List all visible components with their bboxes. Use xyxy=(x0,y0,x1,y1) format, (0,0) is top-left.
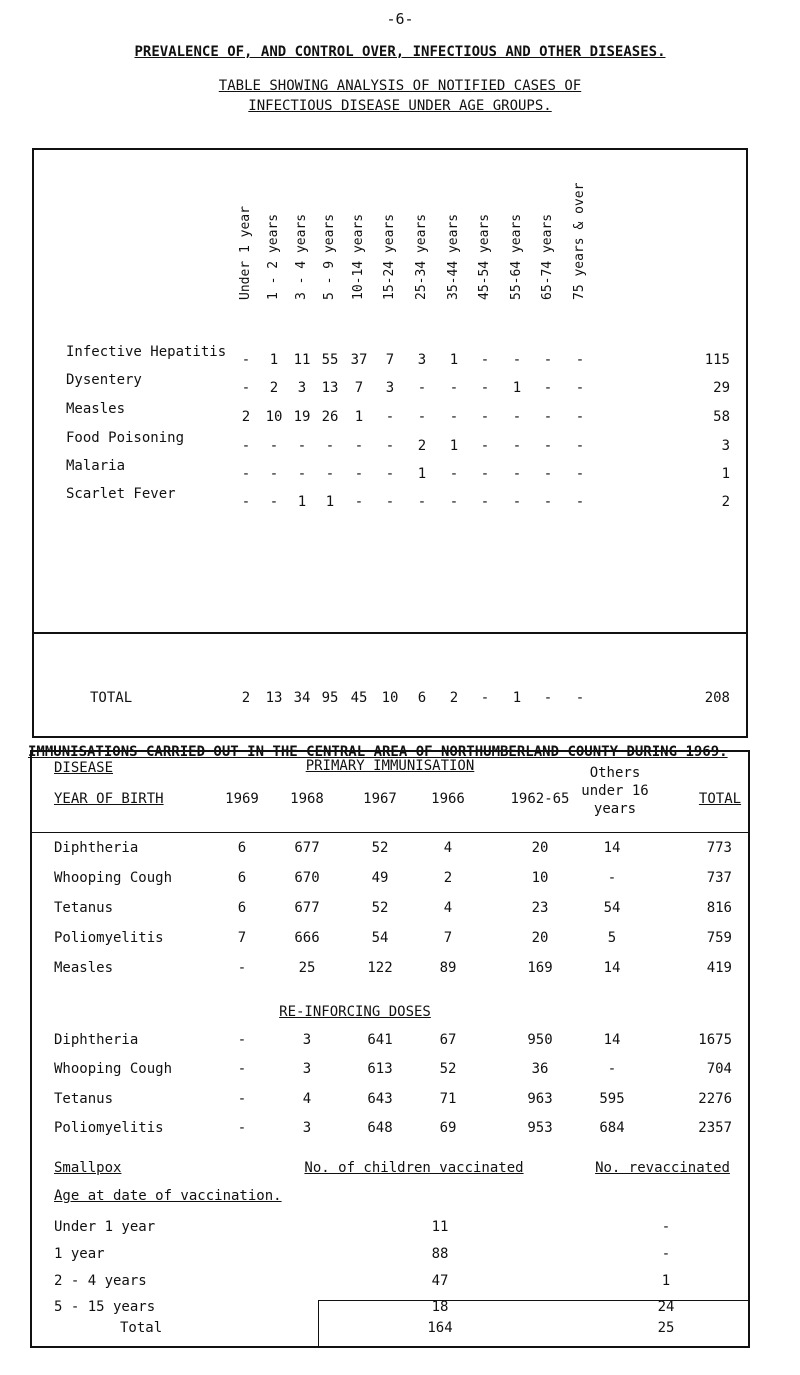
disease-label: Whooping Cough xyxy=(54,870,173,886)
vaccinated-count: 47 xyxy=(431,1273,449,1289)
immunisation-count: 10 xyxy=(531,870,549,886)
year-header: 1969 xyxy=(225,791,259,807)
row-total: 3 xyxy=(721,438,730,454)
age-group-count: - xyxy=(543,352,553,368)
age-group-count: 13 xyxy=(321,380,339,396)
immunisation-count: 89 xyxy=(439,960,457,976)
total-count: - xyxy=(543,690,553,706)
age-group-count: - xyxy=(512,466,522,482)
age-group-header: 55-64 years xyxy=(509,213,524,300)
immunisation-count: 169 xyxy=(527,960,553,976)
total-count: 34 xyxy=(293,690,311,706)
row-total: 816 xyxy=(706,900,732,916)
immunisation-count: 14 xyxy=(603,960,621,976)
immunisation-count: 5 xyxy=(607,930,617,946)
total-count: 2 xyxy=(449,690,459,706)
age-group-count: 1 xyxy=(297,494,307,510)
age-group-count: - xyxy=(543,466,553,482)
age-group-count: - xyxy=(241,380,251,396)
immunisation-count: 36 xyxy=(531,1061,549,1077)
row-total: 737 xyxy=(706,870,732,886)
table1-left-border xyxy=(32,148,34,738)
age-group-count: - xyxy=(512,409,522,425)
table2-bottom-border xyxy=(30,1346,750,1348)
row-total: 2357 xyxy=(698,1120,732,1136)
immunisation-count: 52 xyxy=(371,900,389,916)
total-count: 6 xyxy=(417,690,427,706)
immunisation-count: 54 xyxy=(603,900,621,916)
disease-label: Food Poisoning xyxy=(66,430,185,446)
immunisation-count: 71 xyxy=(439,1091,457,1107)
age-group-header: 45-54 years xyxy=(477,213,492,300)
age-group-header: 1 - 2 years xyxy=(266,213,281,300)
immunisation-count: 613 xyxy=(367,1061,393,1077)
age-group-header: Under 1 year xyxy=(238,206,253,300)
main-title: PREVALENCE OF, AND CONTROL OVER, INFECTIOUS AND OTHER DISEASES. xyxy=(134,44,666,60)
age-group-count: - xyxy=(449,494,459,510)
immunisation-count: - xyxy=(237,960,247,976)
age-group-count: - xyxy=(575,409,585,425)
immunisation-count: 52 xyxy=(371,840,389,856)
disease-label: Malaria xyxy=(66,458,126,474)
smallpox-age-label: 2 - 4 years xyxy=(54,1273,147,1289)
page-number: -6- xyxy=(386,10,414,28)
age-group-count: 55 xyxy=(321,352,339,368)
age-group-count: - xyxy=(297,438,307,454)
table1-bottom-border xyxy=(32,736,748,738)
table2-left-border xyxy=(30,750,32,1348)
age-group-count: 11 xyxy=(293,352,311,368)
immunisation-count: 122 xyxy=(367,960,393,976)
immunisation-count: 6 xyxy=(237,840,247,856)
disease-label: Dysentery xyxy=(66,372,142,388)
table2-right-border xyxy=(748,750,750,1348)
immunisation-count: 684 xyxy=(599,1120,625,1136)
smallpox-age-label: 1 year xyxy=(54,1246,105,1262)
age-group-count: 3 xyxy=(297,380,307,396)
age-group-count: 1 xyxy=(269,352,279,368)
immunisation-count: 3 xyxy=(302,1032,312,1048)
immunisation-count: - xyxy=(237,1091,247,1107)
age-group-count: - xyxy=(297,466,307,482)
immunisation-count: 677 xyxy=(294,900,320,916)
immunisation-count: 677 xyxy=(294,840,320,856)
others-header: years xyxy=(593,801,637,817)
row-total: 29 xyxy=(713,380,730,396)
immunisation-count: 67 xyxy=(439,1032,457,1048)
table1-top-border xyxy=(32,148,748,150)
row-total: 2276 xyxy=(698,1091,732,1107)
vaccinated-header: No. of children vaccinated xyxy=(304,1160,524,1176)
total-count: 13 xyxy=(265,690,283,706)
age-group-count: - xyxy=(385,466,395,482)
immunisation-count: 595 xyxy=(599,1091,625,1107)
disease-label: Diphtheria xyxy=(54,840,139,856)
age-group-count: - xyxy=(543,409,553,425)
age-group-count: 3 xyxy=(385,380,395,396)
age-group-count: 19 xyxy=(293,409,311,425)
table1-title-line2: INFECTIOUS DISEASE UNDER AGE GROUPS. xyxy=(248,98,552,114)
age-group-count: 2 xyxy=(417,438,427,454)
age-group-count: - xyxy=(417,494,427,510)
vaccinated-total: 164 xyxy=(427,1320,453,1336)
age-group-header: 5 - 9 years xyxy=(322,213,337,300)
age-group-count: - xyxy=(449,409,459,425)
age-group-count: - xyxy=(354,438,364,454)
age-group-count: - xyxy=(449,466,459,482)
revaccinated-count: 1 xyxy=(661,1273,671,1289)
total-count: 10 xyxy=(381,690,399,706)
age-group-count: 3 xyxy=(417,352,427,368)
vaccinated-count: 18 xyxy=(431,1299,449,1315)
immunisation-count: - xyxy=(237,1032,247,1048)
immunisation-count: 641 xyxy=(367,1032,393,1048)
immunisation-count: - xyxy=(607,1061,617,1077)
year-header: 1966 xyxy=(431,791,465,807)
row-total: 115 xyxy=(704,352,730,368)
age-group-header: 15-24 years xyxy=(382,213,397,300)
disease-label: Measles xyxy=(54,960,114,976)
immunisation-count: 54 xyxy=(371,930,389,946)
vaccinated-count: 88 xyxy=(431,1246,449,1262)
primary-immunisation-header: PRIMARY IMMUNISATION xyxy=(305,758,475,774)
immunisation-count: 20 xyxy=(531,930,549,946)
age-group-count: - xyxy=(480,438,490,454)
disease-label: Scarlet Fever xyxy=(66,486,176,502)
age-at-vaccination-label: Age at date of vaccination. xyxy=(54,1188,282,1204)
immunisation-count: 20 xyxy=(531,840,549,856)
age-group-header: 3 - 4 years xyxy=(294,213,309,300)
disease-label: Poliomyelitis xyxy=(54,1120,164,1136)
immunisation-count: 6 xyxy=(237,870,247,886)
grand-total: 208 xyxy=(704,690,730,706)
age-group-count: 7 xyxy=(385,352,395,368)
age-group-header: 10-14 years xyxy=(351,213,366,300)
age-group-header: 35-44 years xyxy=(446,213,461,300)
row-total: 704 xyxy=(706,1061,732,1077)
age-group-count: 7 xyxy=(354,380,364,396)
table2-title: IMMUNISATIONS CARRIED OUT IN THE CENTRAL AREA OF NORTHUMBERLAND COUNTY DURING 1969. xyxy=(28,744,728,760)
age-group-count: - xyxy=(241,352,251,368)
disease-label: Diphtheria xyxy=(54,1032,139,1048)
age-group-count: - xyxy=(449,380,459,396)
table2-header-divider xyxy=(30,832,750,833)
total-count: 45 xyxy=(350,690,368,706)
disease-label: Poliomyelitis xyxy=(54,930,164,946)
age-group-count: - xyxy=(575,438,585,454)
age-group-header: 25-34 years xyxy=(414,213,429,300)
age-group-count: - xyxy=(512,438,522,454)
row-total: 759 xyxy=(706,930,732,946)
row-total: 1675 xyxy=(698,1032,732,1048)
immunisation-count: 648 xyxy=(367,1120,393,1136)
age-group-count: - xyxy=(385,409,395,425)
age-group-count: - xyxy=(269,438,279,454)
table1-total-divider xyxy=(32,632,748,634)
smallpox-label: Smallpox xyxy=(54,1160,122,1176)
total-count: - xyxy=(480,690,490,706)
year-header: 1968 xyxy=(290,791,324,807)
year-of-birth-header: YEAR OF BIRTH xyxy=(54,791,164,807)
immunisation-count: 7 xyxy=(237,930,247,946)
age-group-count: - xyxy=(543,438,553,454)
age-group-count: 1 xyxy=(354,409,364,425)
age-group-count: - xyxy=(543,494,553,510)
age-group-count: - xyxy=(269,494,279,510)
immunisation-count: 953 xyxy=(527,1120,553,1136)
immunisation-count: 6 xyxy=(237,900,247,916)
age-group-count: - xyxy=(385,438,395,454)
immunisation-count: 52 xyxy=(439,1061,457,1077)
age-group-count: 2 xyxy=(269,380,279,396)
immunisation-count: 963 xyxy=(527,1091,553,1107)
revaccinated-total: 25 xyxy=(657,1320,675,1336)
age-group-count: - xyxy=(480,466,490,482)
age-group-count: - xyxy=(512,352,522,368)
revaccinated-count: 24 xyxy=(657,1299,675,1315)
immunisation-count: - xyxy=(607,870,617,886)
age-group-count: - xyxy=(575,466,585,482)
age-group-count: 2 xyxy=(241,409,251,425)
immunisation-count: 670 xyxy=(294,870,320,886)
revaccinated-count: - xyxy=(661,1246,671,1262)
others-header: Others xyxy=(589,765,641,781)
immunisation-count: 25 xyxy=(298,960,316,976)
age-group-count: 37 xyxy=(350,352,368,368)
immunisation-count: 666 xyxy=(294,930,320,946)
age-group-count: - xyxy=(241,466,251,482)
total-count: 2 xyxy=(241,690,251,706)
age-group-count: - xyxy=(417,409,427,425)
age-group-count: - xyxy=(325,466,335,482)
age-group-count: 1 xyxy=(325,494,335,510)
age-group-header: 65-74 years xyxy=(540,213,555,300)
disease-label: Measles xyxy=(66,401,126,417)
total-count: - xyxy=(575,690,585,706)
immunisation-count: 643 xyxy=(367,1091,393,1107)
age-group-count: - xyxy=(512,494,522,510)
disease-label: Whooping Cough xyxy=(54,1061,173,1077)
row-total: 1 xyxy=(721,466,730,482)
row-total: 2 xyxy=(721,494,730,510)
smallpox-age-label: 5 - 15 years xyxy=(54,1299,156,1315)
others-header: under 16 xyxy=(581,783,649,799)
immunisation-count: 23 xyxy=(531,900,549,916)
age-group-count: 1 xyxy=(512,380,522,396)
age-group-count: 1 xyxy=(449,438,459,454)
immunisation-count: 14 xyxy=(603,1032,621,1048)
table1-right-border xyxy=(746,148,748,738)
age-group-count: 1 xyxy=(449,352,459,368)
disease-label: Tetanus xyxy=(54,900,114,916)
immunisation-count: 69 xyxy=(439,1120,457,1136)
age-group-count: - xyxy=(480,494,490,510)
immunisation-count: 7 xyxy=(443,930,453,946)
immunisation-count: 4 xyxy=(443,840,453,856)
age-group-count: - xyxy=(385,494,395,510)
revaccinated-count: - xyxy=(661,1219,671,1235)
total-count: 1 xyxy=(512,690,522,706)
disease-label: Infective Hepatitis xyxy=(66,344,227,360)
immunisation-count: 3 xyxy=(302,1120,312,1136)
age-group-count: - xyxy=(241,494,251,510)
age-group-count: - xyxy=(575,494,585,510)
reinforcing-doses-header: RE-INFORCING DOSES xyxy=(279,1004,431,1020)
immunisation-count: 3 xyxy=(302,1061,312,1077)
age-group-count: - xyxy=(325,438,335,454)
immunisation-count: 950 xyxy=(527,1032,553,1048)
immunisation-count: - xyxy=(237,1120,247,1136)
age-group-count: - xyxy=(480,352,490,368)
age-group-count: - xyxy=(480,380,490,396)
vaccinated-count: 11 xyxy=(431,1219,449,1235)
immunisation-count: - xyxy=(237,1061,247,1077)
year-header: 1967 xyxy=(363,791,397,807)
row-total: 419 xyxy=(706,960,732,976)
row-total: 58 xyxy=(713,409,730,425)
age-group-count: - xyxy=(354,466,364,482)
age-group-count: - xyxy=(575,352,585,368)
immunisation-count: 49 xyxy=(371,870,389,886)
age-group-header: 75 years & over xyxy=(572,182,587,300)
age-group-count: - xyxy=(543,380,553,396)
age-group-count: - xyxy=(241,438,251,454)
revaccinated-header: No. revaccinated xyxy=(595,1160,730,1176)
total-header: TOTAL xyxy=(698,791,742,807)
disease-label: Tetanus xyxy=(54,1091,114,1107)
immunisation-count: 14 xyxy=(603,840,621,856)
age-group-count: - xyxy=(480,409,490,425)
smallpox-age-label: Under 1 year xyxy=(54,1219,156,1235)
smallpox-total-left xyxy=(318,1300,319,1346)
age-group-count: - xyxy=(269,466,279,482)
total-label: TOTAL xyxy=(90,690,133,706)
row-total: 773 xyxy=(706,840,732,856)
age-group-count: - xyxy=(417,380,427,396)
year-header: 1962-65 xyxy=(510,791,570,807)
table1-title-line1: TABLE SHOWING ANALYSIS OF NOTIFIED CASES OF xyxy=(218,78,582,94)
age-group-count: 10 xyxy=(265,409,283,425)
immunisation-count: 2 xyxy=(443,870,453,886)
immunisation-count: 4 xyxy=(302,1091,312,1107)
immunisation-count: 4 xyxy=(443,900,453,916)
age-group-count: 26 xyxy=(321,409,339,425)
age-group-count: - xyxy=(354,494,364,510)
smallpox-total-label: Total xyxy=(120,1320,163,1336)
disease-header: DISEASE xyxy=(54,760,114,776)
total-count: 95 xyxy=(321,690,339,706)
age-group-count: - xyxy=(575,380,585,396)
age-group-count: 1 xyxy=(417,466,427,482)
